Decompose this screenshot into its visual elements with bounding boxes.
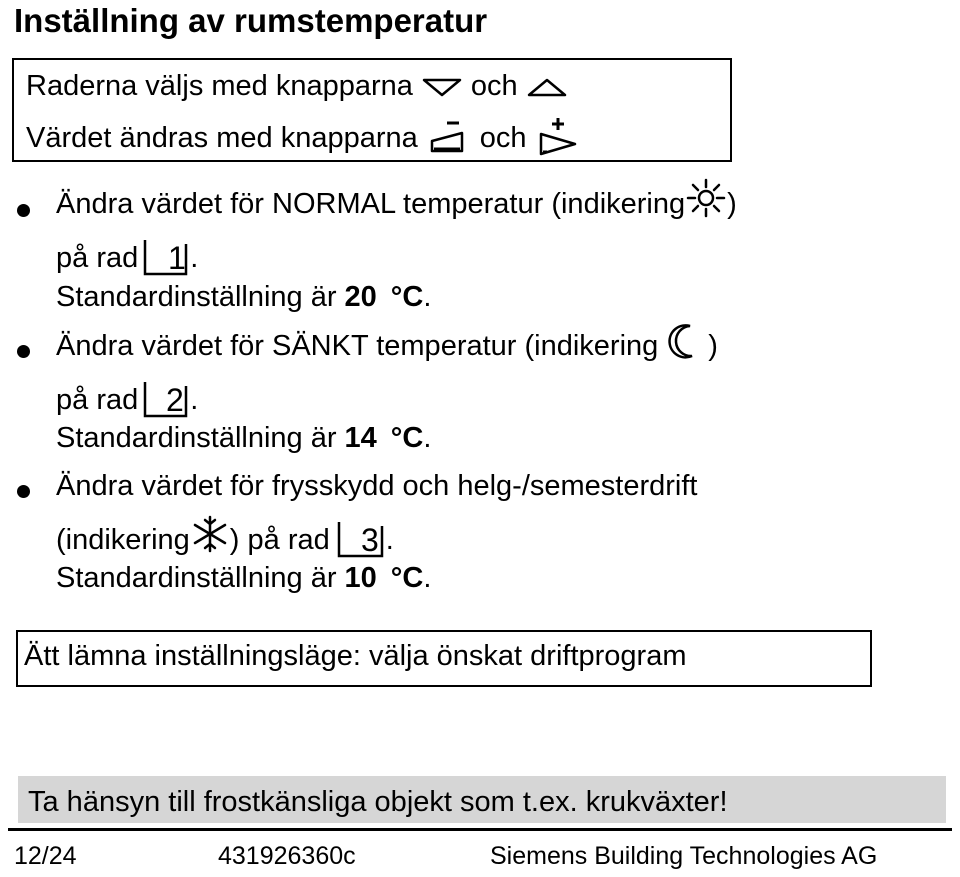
- item-2-end: .: [423, 422, 432, 454]
- instruction-line-2-and: och: [479, 121, 527, 154]
- footer-page-number: 12/24: [14, 842, 77, 870]
- item-1-line-1: [56, 188, 737, 221]
- footer-company: Siemens Building Technologies AG: [490, 842, 878, 870]
- item-1-end: .: [423, 281, 432, 313]
- sun-icon: [685, 178, 727, 218]
- item-3-line-3: [56, 562, 431, 595]
- item-3-text: Ändra värdet för frysskydd och helg-/semesterdrift: [56, 470, 698, 502]
- instruction-line-1-and: och: [470, 70, 518, 102]
- row-1-display-icon: [142, 236, 190, 280]
- instruction-line-2: [26, 118, 581, 158]
- footer-rule: [8, 828, 952, 831]
- item-2-row-prefix: på rad: [56, 383, 139, 416]
- item-1-line-3: [56, 281, 431, 314]
- item-2-text: Ändra värdet för SÄNKT temperatur (indikering: [56, 330, 659, 362]
- minus-button-icon: [426, 119, 472, 157]
- frost-warning: Ta hänsyn till frostkänsliga objekt som t.ex. krukväxter!: [18, 776, 946, 823]
- up-button-icon: [526, 75, 568, 99]
- item-3-row-suffix: .: [385, 523, 394, 556]
- down-button-icon: [421, 75, 463, 99]
- item-3-line2-close: ) på rad: [229, 523, 330, 556]
- item-3-unit: °C: [390, 562, 424, 594]
- item-3-line2-open: (indikering: [56, 523, 190, 556]
- plus-button-icon: [535, 118, 581, 158]
- instruction-line-1-text: Raderna väljs med knapparna: [26, 70, 413, 102]
- item-2-unit: °C: [390, 422, 424, 454]
- item-2-default-value: 14: [344, 422, 377, 454]
- row-2-display-icon: [142, 378, 190, 422]
- row-2-digit: 2: [166, 382, 185, 418]
- row-3-digit: 3: [360, 522, 379, 558]
- item-2-line-1: [56, 330, 718, 363]
- instruction-line-2-text: Värdet ändras med knapparna: [26, 121, 418, 154]
- instruction-line-1: [26, 70, 568, 103]
- item-3-end: .: [423, 562, 432, 594]
- row-3-display-icon: [336, 518, 386, 562]
- bullet-2: [17, 345, 30, 358]
- item-2-line-3: [56, 422, 431, 455]
- item-3-line-1: [56, 470, 697, 503]
- item-3-line-2: [56, 518, 394, 562]
- exit-note: Ätt lämna inställningsläge: välja önskat driftprogram: [24, 640, 687, 672]
- item-1-row-suffix: .: [190, 241, 199, 274]
- bullet-3: [17, 485, 30, 498]
- snowflake-icon: [190, 514, 230, 554]
- footer-doc-number: 431926360c: [218, 842, 356, 870]
- page-title: Inställning av rumstemperatur: [14, 2, 488, 39]
- item-3-default-value: 10: [344, 562, 377, 594]
- moon-icon: [658, 322, 708, 362]
- item-1-row-prefix: på rad: [56, 241, 139, 274]
- item-2-row-suffix: .: [190, 383, 199, 416]
- item-2-close: ): [708, 330, 718, 362]
- item-1-default-value: 20: [344, 281, 377, 313]
- item-1-unit: °C: [390, 281, 424, 313]
- item-2-line-2: [56, 378, 198, 422]
- item-1-default-label: Standardinställning är: [56, 281, 337, 313]
- item-1-close: ): [727, 188, 737, 220]
- item-3-default-label: Standardinställning är: [56, 562, 337, 594]
- item-1-text: Ändra värdet för NORMAL temperatur (indikering: [56, 188, 686, 220]
- bullet-1: [17, 204, 30, 217]
- row-1-digit: 1: [168, 240, 187, 276]
- item-1-line-2: [56, 236, 198, 280]
- item-2-default-label: Standardinställning är: [56, 422, 337, 454]
